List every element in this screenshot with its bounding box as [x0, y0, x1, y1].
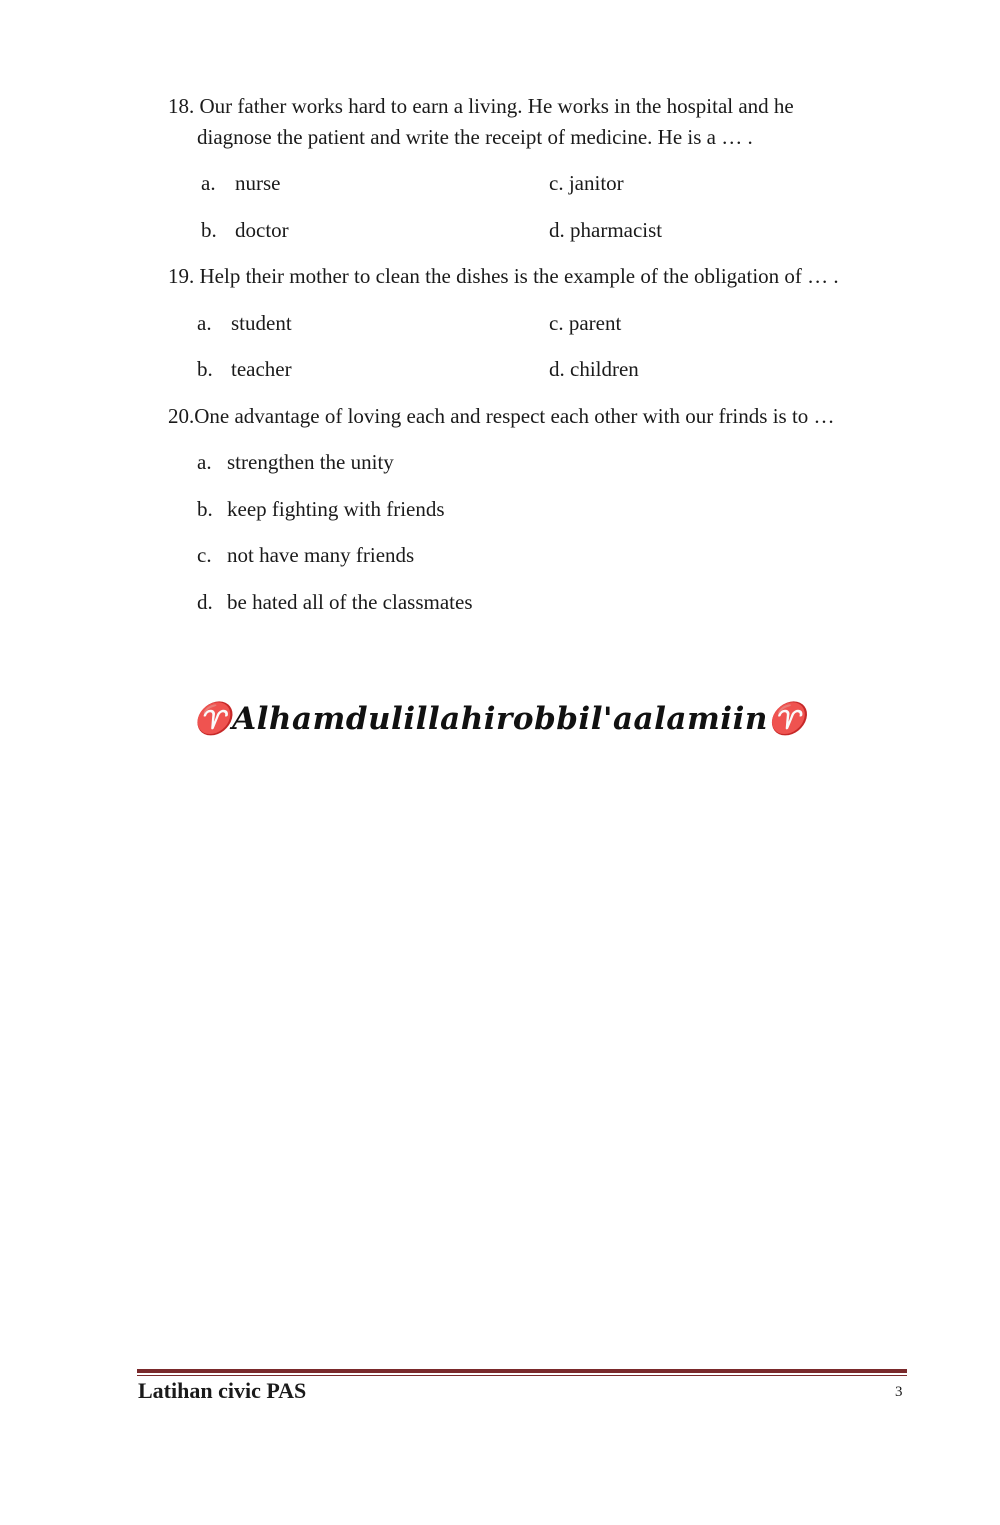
footer-rule-thin: [137, 1375, 907, 1376]
question-18: [168, 91, 794, 122]
option-text: janitor: [568, 171, 624, 195]
question-text: Help their mother to clean the dishes is the example of the obligation of … .: [199, 264, 839, 288]
question-19: [168, 261, 839, 292]
option-letter: c.: [197, 543, 212, 567]
footer-title: Latihan civic PAS: [138, 1378, 307, 1403]
option-text: keep fighting with friends: [227, 497, 445, 521]
option-19b: [197, 357, 292, 382]
option-20c: [197, 543, 414, 568]
question-number: 18.: [168, 94, 195, 118]
option-20a: [197, 450, 394, 475]
option-18c: [549, 171, 624, 196]
option-letter: d.: [197, 590, 213, 614]
closing-phrase: ♈Alhamdulillahirobbil'aalamiin♈: [192, 701, 807, 737]
option-20b: [197, 497, 445, 522]
option-18a: [201, 171, 281, 196]
option-19d: [549, 357, 639, 382]
option-text: student: [231, 311, 292, 335]
option-text: strengthen the unity: [227, 450, 394, 474]
option-letter: d.: [549, 357, 565, 381]
option-letter: d.: [549, 218, 565, 242]
option-text: children: [570, 357, 639, 381]
question-number: 19.: [168, 264, 195, 288]
option-19a: [197, 311, 292, 336]
option-text: nurse: [235, 171, 281, 195]
option-letter: a.: [197, 311, 212, 335]
option-text: pharmacist: [570, 218, 663, 242]
question-18-line2: diagnose the patient and write the receipt of medicine. He is a … .: [197, 125, 753, 149]
option-letter: c.: [549, 311, 564, 335]
option-text: not have many friends: [227, 543, 415, 567]
question-text: Our father works hard to earn a living. He works in the hospital and he: [199, 94, 794, 118]
footer-rule: [137, 1369, 907, 1373]
option-letter: b.: [197, 357, 213, 381]
option-letter: b.: [197, 497, 213, 521]
option-text: doctor: [235, 218, 289, 242]
option-20d: [197, 590, 473, 615]
page-number: 3: [895, 1384, 903, 1400]
option-letter: a.: [197, 450, 212, 474]
option-19c: [549, 311, 621, 336]
question-20: [168, 401, 835, 432]
option-letter: a.: [201, 171, 216, 195]
option-letter: c.: [549, 171, 564, 195]
option-18d: [549, 218, 662, 243]
option-text: teacher: [231, 357, 292, 381]
option-text: parent: [568, 311, 622, 335]
option-letter: b.: [201, 218, 217, 242]
option-18b: [201, 218, 289, 243]
question-number: 20.: [168, 404, 195, 428]
option-text: be hated all of the classmates: [227, 590, 473, 614]
question-text: One advantage of loving each and respect each other with our frinds is to …: [194, 404, 835, 428]
